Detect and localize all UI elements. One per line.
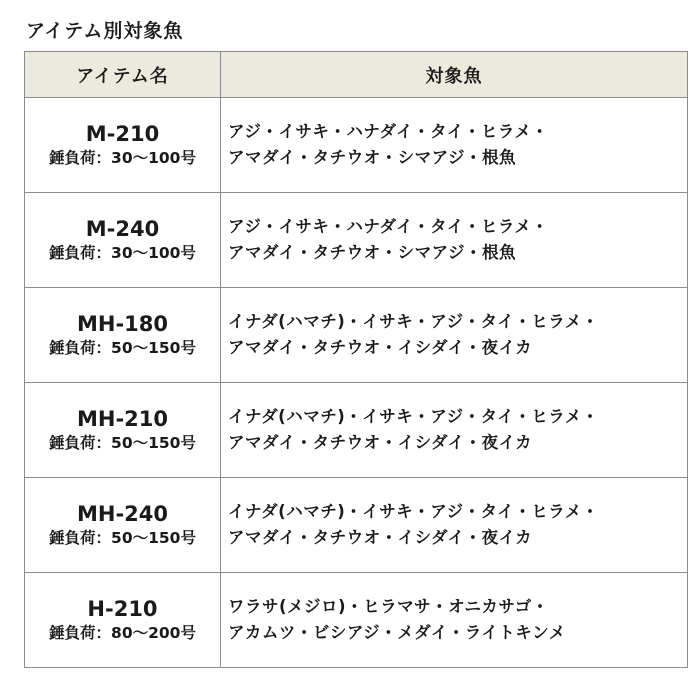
item-cell (25, 573, 221, 668)
table-row (25, 383, 688, 478)
item-cell (25, 98, 221, 193)
fish-cell (221, 98, 688, 193)
table-row (25, 193, 688, 288)
fish-list-line: アマダイ・タチウオ・イシダイ・夜イカ (228, 528, 533, 547)
page-title: アイテム別対象魚 (26, 20, 184, 42)
sinker-load: 錘負荷：50〜150号 (49, 339, 196, 357)
sinker-load: 錘負荷：30〜100号 (49, 149, 196, 167)
fish-list-line: アマダイ・タチウオ・シマアジ・根魚 (228, 148, 517, 167)
fish-list-line: アマダイ・タチウオ・シマアジ・根魚 (228, 243, 517, 262)
fish-list-line: イナダ(ハマチ)・イサキ・アジ・タイ・ヒラメ・ (228, 502, 599, 521)
target-fish-header: 対象魚 (221, 52, 688, 98)
table-header-row (25, 52, 688, 98)
model-name: H-210 (87, 597, 158, 621)
sinker-load: 錘負荷：30〜100号 (49, 244, 196, 262)
fish-cell (221, 288, 688, 383)
fish-list-line: アマダイ・タチウオ・イシダイ・夜イカ (228, 433, 533, 452)
fish-cell (221, 383, 688, 478)
fish-list-line: イナダ(ハマチ)・イサキ・アジ・タイ・ヒラメ・ (228, 312, 599, 331)
item-cell (25, 288, 221, 383)
model-name: M-240 (85, 217, 160, 241)
fish-list-line: アカムツ・ビシアジ・メダイ・ライトキンメ (228, 623, 566, 642)
item-cell (25, 478, 221, 573)
fish-cell (221, 193, 688, 288)
fish-list-line: ワラサ(メジロ)・ヒラマサ・オニカサゴ・ (228, 597, 549, 616)
fish-list-line: アジ・イサキ・ハナダイ・タイ・ヒラメ・ (228, 217, 549, 236)
table-row (25, 98, 688, 193)
fish-cell (221, 573, 688, 668)
item-cell (25, 383, 221, 478)
sinker-load: 錘負荷：80〜200号 (49, 624, 196, 642)
target-fish-table (24, 51, 688, 668)
model-name: MH-210 (76, 407, 169, 431)
item-cell (25, 193, 221, 288)
table-row (25, 288, 688, 383)
model-name: M-210 (85, 122, 160, 146)
model-name: MH-180 (76, 312, 169, 336)
fish-list-line: アマダイ・タチウオ・イシダイ・夜イカ (228, 338, 533, 357)
fish-list-line: イナダ(ハマチ)・イサキ・アジ・タイ・ヒラメ・ (228, 407, 599, 426)
sinker-load: 錘負荷：50〜150号 (49, 434, 196, 452)
fish-list-line: アジ・イサキ・ハナダイ・タイ・ヒラメ・ (228, 122, 549, 141)
fish-cell (221, 478, 688, 573)
table-row (25, 478, 688, 573)
item-name-header: アイテム名 (25, 52, 221, 98)
sinker-load: 錘負荷：50〜150号 (49, 529, 196, 547)
table-row (25, 573, 688, 668)
model-name: MH-240 (76, 502, 169, 526)
